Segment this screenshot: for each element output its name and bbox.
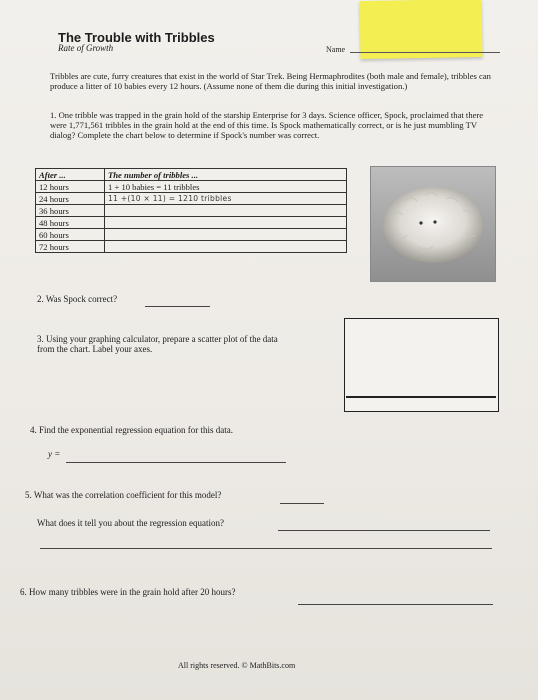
answer-line-q6[interactable] xyxy=(298,604,493,605)
table-cell-time: 48 hours xyxy=(36,217,105,229)
question-5: 5. What was the correlation coefficient for this model? xyxy=(25,490,222,500)
table-header-after: After ... xyxy=(36,169,105,181)
table-cell-count[interactable] xyxy=(105,241,347,253)
table-cell-count[interactable] xyxy=(105,205,347,217)
table-row xyxy=(36,241,347,253)
answer-line-q5b-1[interactable] xyxy=(278,530,490,531)
copyright-footer: All rights reserved. © MathBits.com xyxy=(178,661,296,670)
table-row xyxy=(36,193,347,205)
table-cell-time: 12 hours xyxy=(36,181,105,193)
tribble-growth-table xyxy=(35,168,347,253)
name-label: Name xyxy=(326,45,346,54)
question-6: 6. How many tribbles were in the grain hold after 20 hours? xyxy=(20,587,236,597)
sticky-note xyxy=(360,0,483,59)
table-header-number: The number of tribbles ... xyxy=(105,169,347,181)
question-4: 4. Find the exponential regression equation for this data. xyxy=(30,425,233,435)
table-cell-time: 36 hours xyxy=(36,205,105,217)
tribble-illustration xyxy=(371,167,495,281)
table-row xyxy=(36,205,347,217)
table-row xyxy=(36,229,347,241)
question-3: 3. Using your graphing calculator, prepare a scatter plot of the data from the chart. Label your axes. xyxy=(37,334,278,354)
table-cell-count[interactable] xyxy=(105,217,347,229)
question-5b: What does it tell you about the regression equation? xyxy=(37,518,224,528)
table-cell-count[interactable] xyxy=(105,229,347,241)
answer-line-q5[interactable] xyxy=(280,503,324,504)
table-row xyxy=(36,217,347,229)
table-cell-count[interactable]: 1 + 10 babies = 11 tribbles xyxy=(105,181,347,193)
table-cell-count-handwritten[interactable]: 11 +(10 × 11) = 1210 tribbles xyxy=(105,193,347,205)
table-row xyxy=(36,181,347,193)
table-cell-time: 24 hours xyxy=(36,193,105,205)
name-line[interactable] xyxy=(350,52,500,53)
scatter-plot-axis xyxy=(346,396,496,398)
question-2: 2. Was Spock correct? xyxy=(37,294,118,304)
tribble-photo xyxy=(370,166,496,282)
answer-line-q4[interactable] xyxy=(66,462,286,463)
question-1: 1. One tribble was trapped in the grain hold of the starship Enterprise for 3 days. Science officer, Spock, proclaimed that there were 1,771,561 tribbles in the grain hold at the end of this time. Is Spock mathematically correct, or is he just mumbling TV dialog? Complete the chart below to determine if Spock's number was correct. xyxy=(50,110,484,140)
worksheet-title: The Trouble with Tribbles xyxy=(58,30,215,45)
table-cell-time: 60 hours xyxy=(36,229,105,241)
answer-line-q2[interactable] xyxy=(145,306,210,307)
answer-line-q5b-2[interactable] xyxy=(40,548,492,549)
intro-paragraph: Tribbles are cute, furry creatures that exist in the world of Star Trek. Being Hermaphrodites (both male and female), tribbles can produce a litter of 10 babies every 12 hours. (Assume none of them die during this initial investigation.) xyxy=(50,71,491,91)
worksheet-subtitle: Rate of Growth xyxy=(58,43,114,53)
table-cell-time: 72 hours xyxy=(36,241,105,253)
table-header-row xyxy=(36,169,347,181)
y-equals-label: y = xyxy=(48,449,61,459)
